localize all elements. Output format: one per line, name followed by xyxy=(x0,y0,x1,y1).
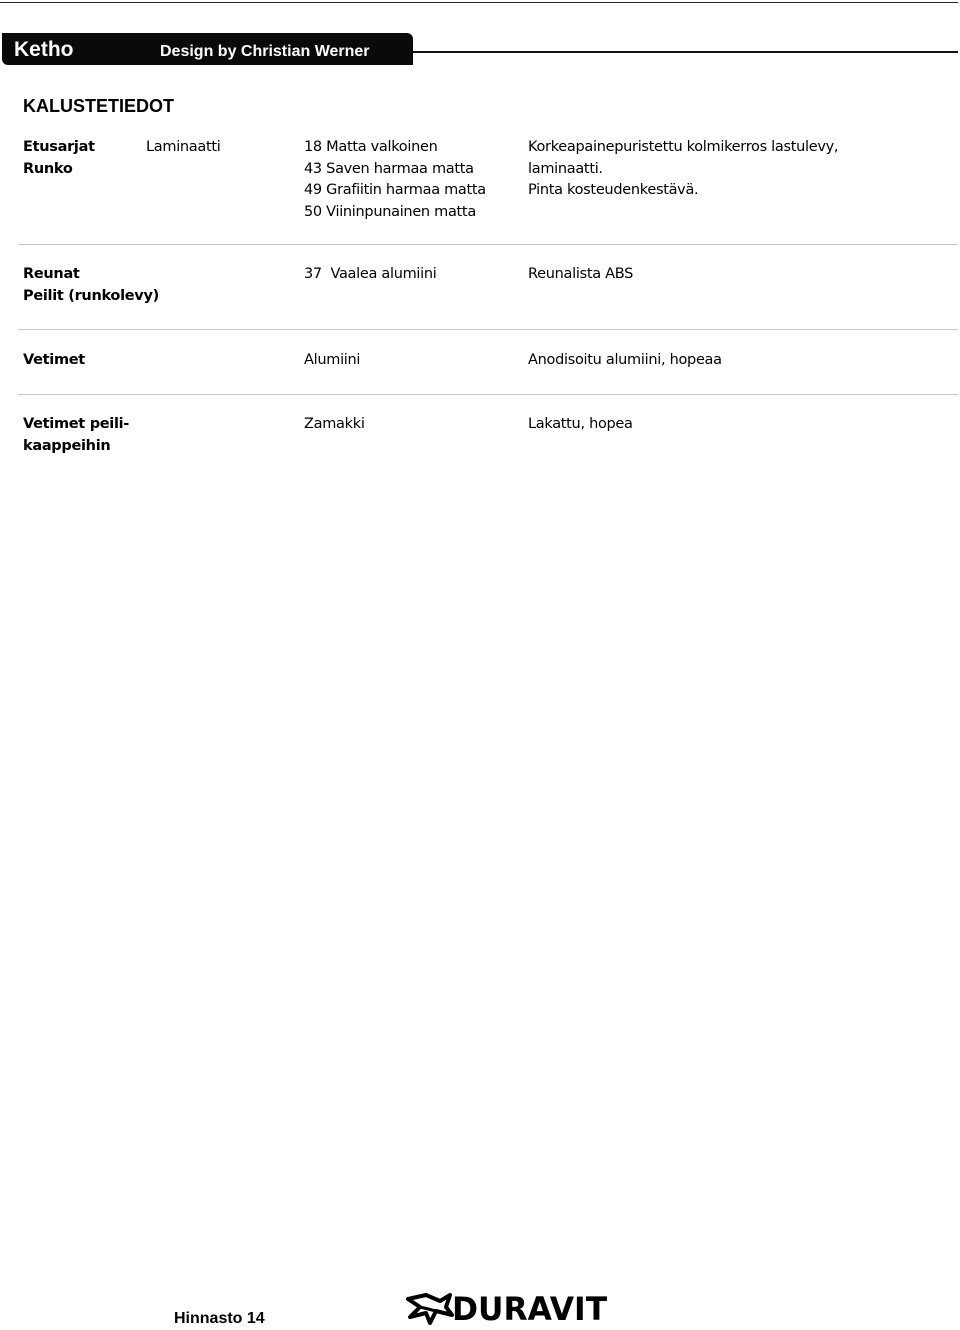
row-label: Reunat xyxy=(23,266,80,282)
row-3-options xyxy=(304,350,360,372)
option-item: 43 Saven harmaa matta xyxy=(304,160,474,177)
description-line: Korkeapainepuristettu kolmikerros lastulevy, xyxy=(528,139,839,155)
row-1-labels xyxy=(23,137,95,180)
duravit-logo xyxy=(406,1288,610,1330)
row-1-material xyxy=(146,137,220,159)
row-4-description xyxy=(528,414,633,436)
row-1-description xyxy=(528,137,838,202)
row-1-options xyxy=(304,137,486,223)
row-divider xyxy=(18,244,958,245)
row-label: Vetimet peili- xyxy=(23,416,130,432)
row-label: kaappeihin xyxy=(23,437,111,454)
description-line: Pinta kosteudenkestävä. xyxy=(528,182,699,198)
option-item: Zamakki xyxy=(304,416,365,432)
row-label: Peilit (runkolevy) xyxy=(23,287,159,304)
row-divider xyxy=(18,329,958,330)
option-item: 18 Matta valkoinen xyxy=(304,139,438,155)
description-line: Reunalista ABS xyxy=(528,266,634,282)
row-4-options xyxy=(304,414,365,436)
row-3-description xyxy=(528,350,722,372)
option-item: 50 Viininpunainen matta xyxy=(304,203,476,220)
top-rule xyxy=(0,2,958,3)
description-line: Anodisoitu alumiini, hopeaa xyxy=(528,352,722,368)
material-value: Laminaatti xyxy=(146,139,221,155)
section-heading: KALUSTETIEDOT xyxy=(23,96,174,116)
header-bar xyxy=(2,33,413,65)
row-label: Vetimet xyxy=(23,352,85,368)
row-divider xyxy=(18,394,958,395)
brand-wordmark: DURAVIT xyxy=(452,1290,608,1328)
row-4-labels xyxy=(23,414,129,457)
row-2-labels xyxy=(23,264,159,307)
description-line: laminaatti. xyxy=(528,160,603,177)
designer-credit: Design by Christian Werner xyxy=(160,43,370,60)
header-rule xyxy=(413,51,958,53)
row-2-description xyxy=(528,264,633,286)
row-2-options xyxy=(304,264,436,286)
option-item: 49 Grafiitin harmaa matta xyxy=(304,182,486,198)
product-title: Ketho xyxy=(14,38,74,61)
row-label: Runko xyxy=(23,160,73,177)
description-line: Lakattu, hopea xyxy=(528,416,633,432)
row-3-labels xyxy=(23,350,85,372)
row-label: Etusarjat xyxy=(23,139,95,155)
option-item: Alumiini xyxy=(304,352,361,368)
duravit-mark-icon xyxy=(406,1291,456,1327)
page-label: Hinnasto 14 xyxy=(174,1310,265,1327)
option-item: 37 Vaalea alumiini xyxy=(304,266,437,282)
